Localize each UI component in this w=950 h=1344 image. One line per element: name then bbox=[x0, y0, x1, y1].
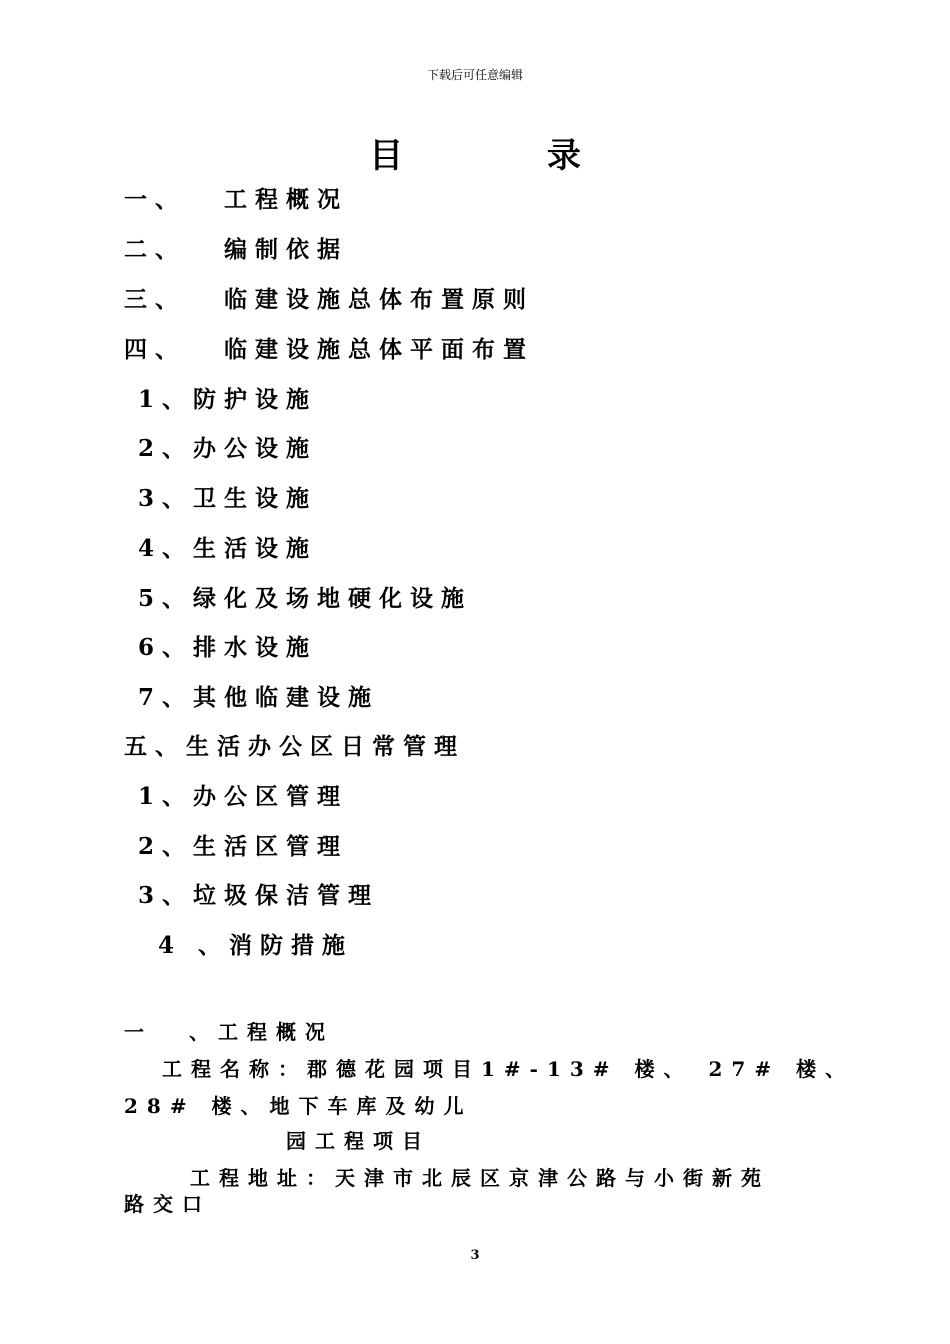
toc-entry-number: 1、 bbox=[138, 783, 194, 810]
project-address-line: 路交口 bbox=[124, 1192, 211, 1216]
toc-entry bbox=[158, 931, 353, 961]
toc-entry-number: 3、 bbox=[138, 882, 194, 909]
toc-entry-number: 五、 bbox=[124, 733, 186, 760]
toc-entry-text: 生活设施 bbox=[193, 535, 318, 562]
toc-entry-text: 防护设施 bbox=[193, 386, 318, 413]
section-heading-text: 、工程概况 bbox=[189, 1020, 334, 1044]
toc-entry-text: 办公区管理 bbox=[193, 783, 349, 810]
toc-entry-text: 其他临建设施 bbox=[193, 684, 380, 711]
toc-entry-text: 消防措施 bbox=[229, 932, 354, 959]
toc-entry bbox=[138, 683, 379, 713]
toc-entry-text: 卫生设施 bbox=[193, 485, 318, 512]
page-number: 3 bbox=[470, 1248, 480, 1263]
toc-entry-number: 二、 bbox=[124, 236, 186, 263]
toc-entry-text: 排水设施 bbox=[193, 634, 318, 661]
toc-entry-number: 7、 bbox=[138, 684, 194, 711]
toc-entry-number: 4 、 bbox=[158, 932, 230, 959]
toc-entry-text: 垃圾保洁管理 bbox=[193, 882, 380, 909]
toc-entry bbox=[124, 185, 348, 215]
toc-entry-text: 工程概况 bbox=[224, 186, 348, 213]
toc-entry-number: 5、 bbox=[138, 585, 194, 612]
toc-title-right: 录 bbox=[546, 136, 581, 176]
page-header: 下载后可任意编辑 bbox=[426, 68, 523, 82]
toc-entry-text: 临建设施总体平面布置 bbox=[224, 336, 534, 363]
toc-entry bbox=[124, 732, 465, 762]
toc-entry bbox=[138, 434, 317, 464]
section-heading bbox=[124, 1018, 334, 1046]
toc-entry-text: 编制依据 bbox=[224, 236, 348, 263]
toc-entry-number: 2、 bbox=[138, 833, 194, 860]
toc-entry-text: 生活区管理 bbox=[193, 833, 349, 860]
project-name-line: 工程名称：郡德花园项目1#-13# 楼、 27# 楼、 bbox=[162, 1057, 855, 1081]
section-heading-number: 一 bbox=[124, 1020, 153, 1044]
project-name-line: 园工程项目 bbox=[286, 1129, 431, 1153]
toc-entry-number: 3、 bbox=[138, 485, 194, 512]
toc-entry bbox=[138, 782, 348, 812]
toc-entry bbox=[138, 385, 317, 415]
toc-title bbox=[0, 128, 950, 177]
toc-entry bbox=[138, 633, 317, 663]
toc-entry-number: 4、 bbox=[138, 535, 194, 562]
toc-entry bbox=[124, 285, 534, 315]
toc-entry bbox=[138, 832, 348, 862]
project-name-line: 28# 楼、地下车库及幼儿 bbox=[124, 1094, 473, 1118]
toc-entry bbox=[138, 881, 379, 911]
toc-entry-number: 三、 bbox=[124, 286, 186, 313]
toc-entry-text: 临建设施总体布置原则 bbox=[224, 286, 534, 313]
toc-entry bbox=[124, 335, 534, 365]
toc-entry-text: 生活办公区日常管理 bbox=[186, 733, 465, 760]
toc-title-left: 目 bbox=[369, 136, 404, 176]
toc-entry-text: 办公设施 bbox=[193, 435, 318, 462]
toc-entry-number: 1、 bbox=[138, 386, 194, 413]
toc-entry-number: 四、 bbox=[124, 336, 186, 363]
toc-entry-number: 2、 bbox=[138, 435, 194, 462]
toc-entry-text: 绿化及场地硬化设施 bbox=[193, 585, 473, 612]
toc-entry-number: 一、 bbox=[124, 186, 186, 213]
toc-entry bbox=[124, 235, 348, 265]
toc-entry bbox=[138, 584, 472, 614]
toc-entry bbox=[138, 534, 317, 564]
toc-entry bbox=[138, 484, 317, 514]
toc-entry-number: 6、 bbox=[138, 634, 194, 661]
project-address-line: 工程地址：天津市北辰区京津公路与小街新苑 bbox=[190, 1166, 770, 1190]
